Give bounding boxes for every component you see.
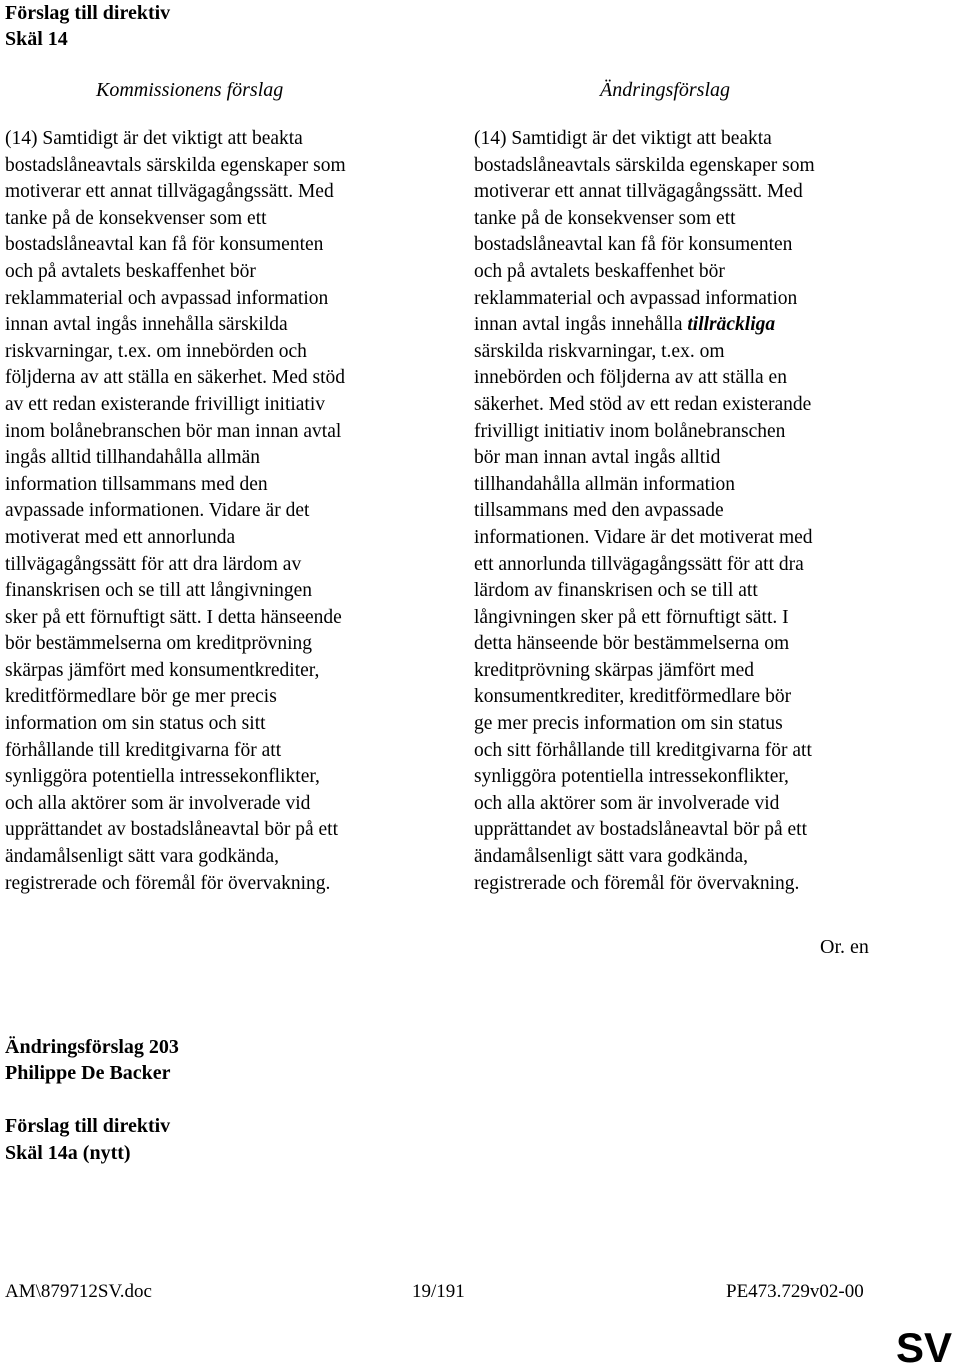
recital-number: Skäl 14	[5, 28, 68, 50]
amendment-proposal-label: Förslag till direktiv	[5, 1115, 171, 1137]
proposal-label: Förslag till direktiv	[5, 2, 171, 24]
commission-proposal-text: (14) Samtidigt är det viktigt att beakta bostadslåneavtals särskilda egenskaper som motiverar ett annat tillvägagångssätt. Med tanke på de konsekvenser som ett bostadslåneavtal kan få för konsumenten och på avtalets beskaffenhet bör reklammaterial och avpassad information innan avtal ingås innehålla särskilda riskvarningar, t.ex. om innebörden och följderna av att ställa en säkerhet. Med stöd av ett redan existerande frivilligt initiativ inom bolånebranschen bör man innan avtal ingås alltid tillhandahålla allmän information tillsammans med den avpassade informationen. Vidare är det motiverat med ett annorlunda tillvägagångssätt för att dra lärdom av finanskrisen och se till att långivningen sker på ett förnuftigt sätt. I detta hänseende bör bestämmelserna om kreditprövning skärpas jämfört med konsumentkrediter, kreditförmedlare bör ge mer precis information om sin status och sitt förhållande till kreditgivarna för att synliggöra potentiella intressekonflikter, och alla aktörer som är involverade vid upprättandet av bostadslåneavtal bör på ett ändamålsenligt sätt vara godkända, registrerade och föremål för övervakning.	[5, 128, 346, 894]
pe-reference: PE473.729v02-00	[726, 1281, 864, 1302]
amendment-author: Philippe De Backer	[5, 1062, 171, 1084]
amendment-title: Ändringsförslag 203	[5, 1036, 179, 1058]
document-reference: AM\879712SV.doc	[5, 1281, 152, 1302]
right-column-heading: Ändringsförslag	[600, 79, 731, 101]
language-code: SV	[896, 1324, 953, 1371]
amendment-recital: Skäl 14a (nytt)	[5, 1142, 131, 1164]
left-column-heading: Kommissionens förslag	[96, 79, 284, 101]
page-number: 19/191	[412, 1281, 465, 1302]
original-language: Or. en	[820, 936, 869, 958]
amendment-text-part2: särskilda riskvarningar, t.ex. om innebörden och följderna av att ställa en säkerhet. Med stöd av ett redan existerande frivilligt initiativ inom bolånebranschen bör man innan avtal ingås alltid tillhandahålla allmän information tillsammans med den avpassade informationen. Vidare är det motiverat med ett annorlunda tillvägagångssätt för att dra lärdom av finanskrisen och se till att långivningen sker på ett förnuftigt sätt. I detta hänseende bör bestämmelserna om kreditprövning skärpas jämfört med konsumentkrediter, kreditförmedlare bör ge mer precis information om sin status och sitt förhållande till kreditgivarna för att synliggöra potentiella intressekonflikter, och alla aktörer som är involverade vid upprättandet av bostadslåneavtal bör på ett ändamålsenligt sätt vara godkända, registrerade och föremål för övervakning.	[474, 340, 813, 894]
amendment-text	[474, 126, 944, 897]
amendment-highlight: tillräckliga	[687, 314, 776, 336]
amendment-text-part1: (14) Samtidigt är det viktigt att beakta bostadslåneavtals särskilda egenskaper som motiverar ett annat tillvägagångssätt. Med tanke på de konsekvenser som ett bostadslåneavtal kan få för konsumenten och på avtalets beskaffenhet bör reklammaterial och avpassad information innan avtal ingås innehålla	[474, 128, 815, 336]
